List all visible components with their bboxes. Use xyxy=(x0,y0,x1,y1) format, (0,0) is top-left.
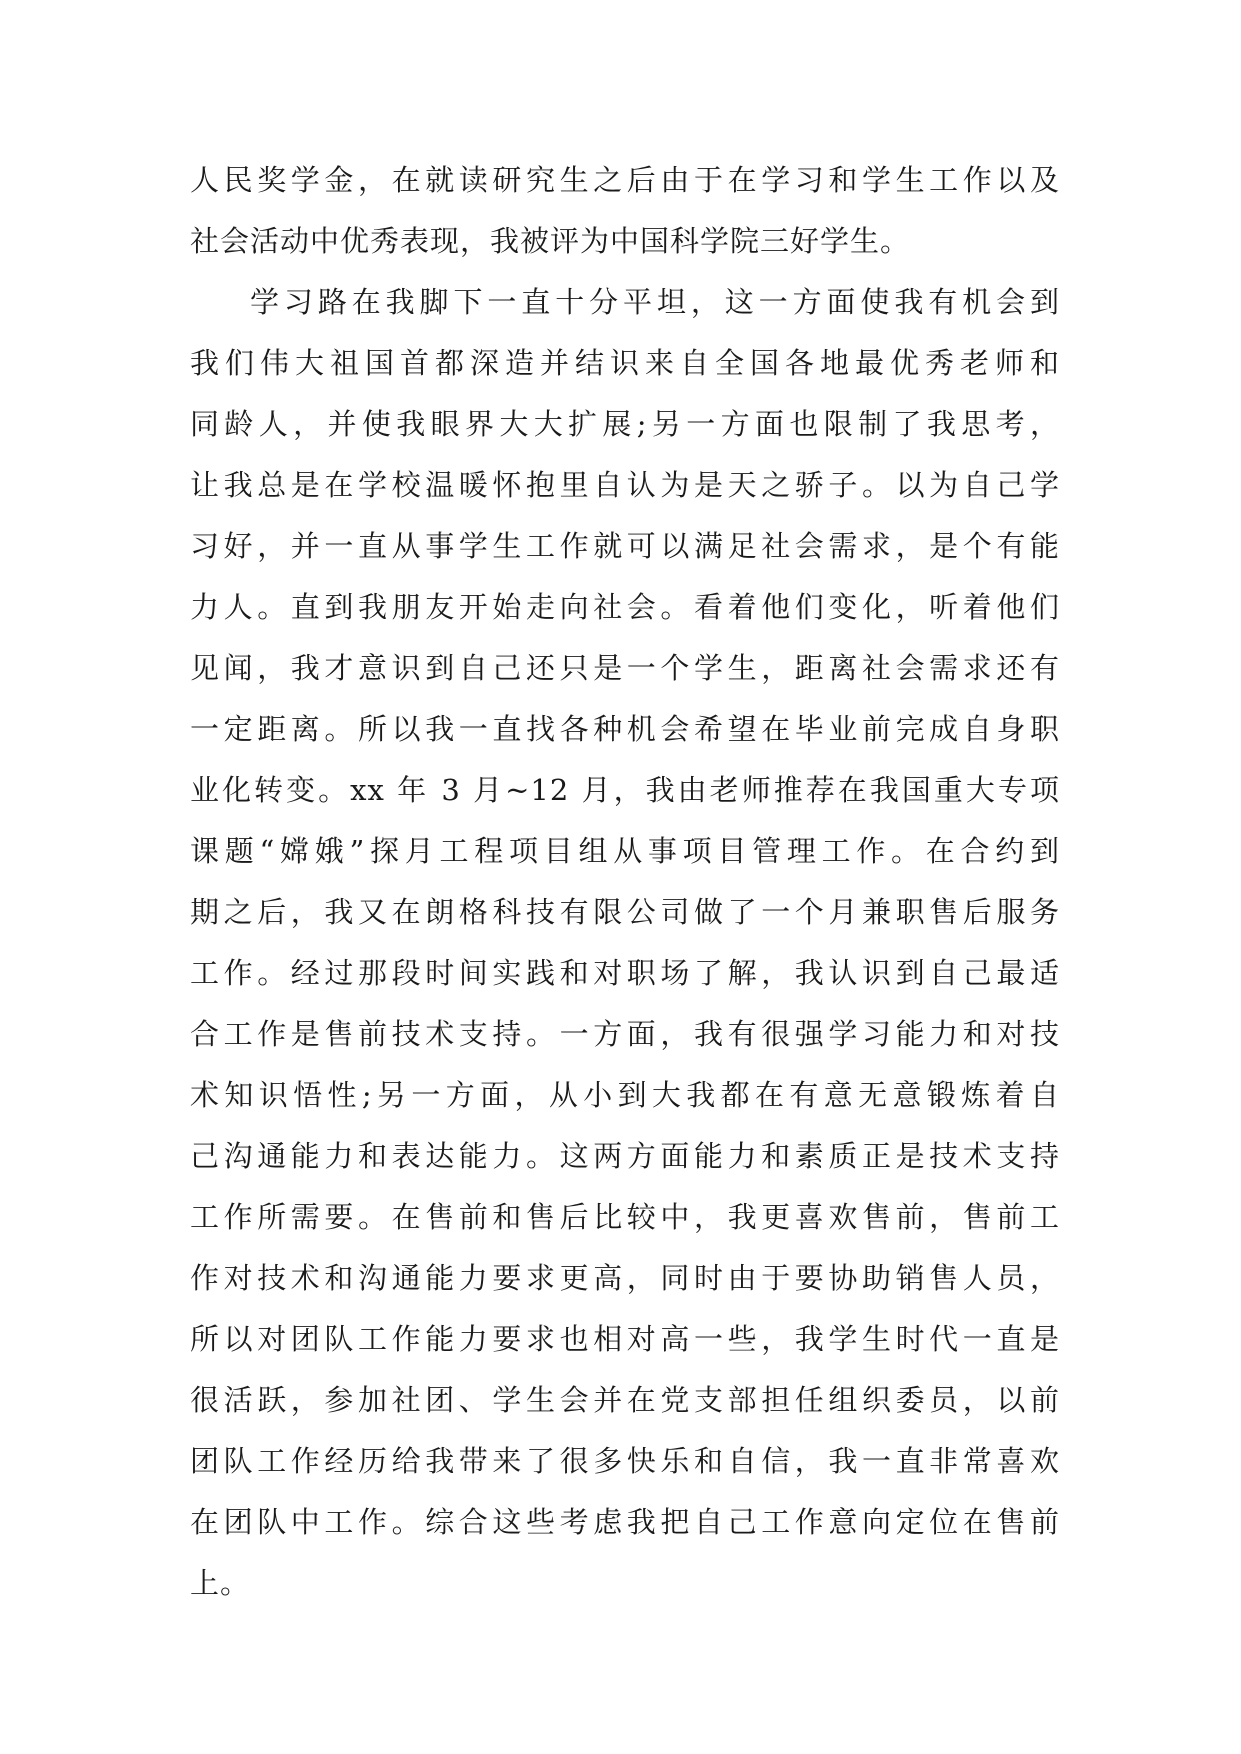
text-line: 作对技术和沟通能力要求更高，同时由于要协助销售人员， xyxy=(190,1261,1060,1295)
text-line: 上。 xyxy=(190,1566,251,1600)
text-line: 课题“嫦娥”探月工程项目组从事项目管理工作。在合约到 xyxy=(190,834,1060,868)
text-line: 很活跃，参加社团、学生会并在党支部担任组织委员，以前 xyxy=(190,1383,1060,1417)
text-line: 工作。经过那段时间实践和对职场了解，我认识到自己最适 xyxy=(190,956,1060,990)
text-line: 见闻，我才意识到自己还只是一个学生，距离社会需求还有 xyxy=(190,651,1060,685)
text-line: 在团队中工作。综合这些考虑我把自己工作意向定位在售前 xyxy=(190,1505,1060,1539)
text-line: 社会活动中优秀表现，我被评为中国科学院三好学生。 xyxy=(190,224,911,258)
text-line: 习好，并一直从事学生工作就可以满足社会需求，是个有能 xyxy=(190,529,1060,563)
text-line: 所以对团队工作能力要求也相对高一些，我学生时代一直是 xyxy=(190,1322,1060,1356)
text-line: 一定距离。所以我一直找各种机会希望在毕业前完成自身职 xyxy=(190,712,1060,746)
text-line: 力人。直到我朋友开始走向社会。看着他们变化，听着他们 xyxy=(190,590,1060,624)
text-line: 术知识悟性;另一方面，从小到大我都在有意无意锻炼着自 xyxy=(190,1078,1060,1112)
text-line: 我们伟大祖国首都深造并结识来自全国各地最优秀老师和 xyxy=(190,346,1060,380)
text-line: 团队工作经历给我带来了很多快乐和自信，我一直非常喜欢 xyxy=(190,1444,1060,1478)
text-line: 同龄人，并使我眼界大大扩展;另一方面也限制了我思考， xyxy=(190,407,1060,441)
text-line: 工作所需要。在售前和售后比较中，我更喜欢售前，售前工 xyxy=(190,1200,1060,1234)
body-text xyxy=(190,150,1060,1614)
text-line: 己沟通能力和表达能力。这两方面能力和素质正是技术支持 xyxy=(190,1139,1060,1173)
text-line: 业化转变。xx 年 3 月~12 月，我由老师推荐在我国重大专项 xyxy=(190,773,1060,807)
text-line: 人民奖学金，在就读研究生之后由于在学习和学生工作以及 xyxy=(190,163,1060,197)
text-line: 合工作是售前技术支持。一方面，我有很强学习能力和对技 xyxy=(190,1017,1060,1051)
paragraph-start-line: 学习路在我脚下一直十分平坦，这一方面使我有机会到 xyxy=(250,285,1060,319)
text-line: 让我总是在学校温暖怀抱里自认为是天之骄子。以为自己学 xyxy=(190,468,1060,502)
text-line: 期之后，我又在朗格科技有限公司做了一个月兼职售后服务 xyxy=(190,895,1060,929)
